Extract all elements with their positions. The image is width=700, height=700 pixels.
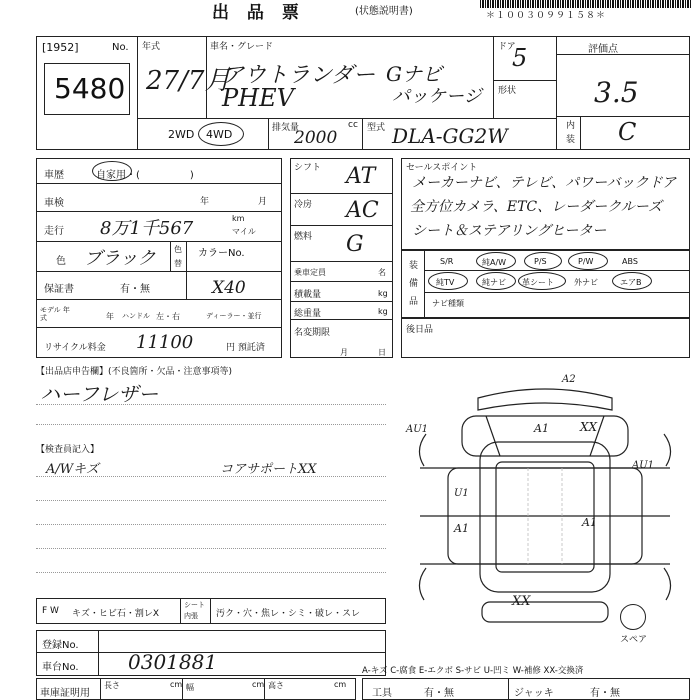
interior-label-1: 内 — [566, 121, 576, 131]
registration-label: 登録No. — [42, 640, 79, 651]
sales-points-label: セールスポイント — [406, 163, 478, 173]
jack-value: 有・無 — [590, 688, 620, 699]
height-unit: cm — [334, 680, 347, 689]
equip-label-2: 備 — [409, 279, 419, 289]
chassis-label: 車台No. — [42, 662, 79, 673]
handle-value: 左・右 — [156, 312, 180, 321]
color-change-1: 色 — [174, 245, 182, 254]
mileage-unit-mile: マイル — [232, 227, 256, 236]
shift-value: AT — [346, 164, 376, 189]
tools-value: 有・無 — [424, 688, 454, 699]
form-title: 出 品 票 — [212, 3, 305, 23]
inspector-label: 【検査員記入】 — [36, 445, 100, 455]
fw-text1: キズ・ヒビ石・割レX — [72, 609, 159, 619]
damage-legend: A-キズ C-腐食 E-エクボ S-サビ U-凹ミ W-補修 XX-交換済 — [362, 666, 584, 676]
lot-code: [1952] — [42, 41, 79, 54]
inspection-month: 月 — [258, 197, 268, 207]
interior-label-2: 装 — [566, 135, 576, 145]
mileage-unit-km: km — [232, 214, 245, 223]
recycle-unit: 円 預託済 — [226, 343, 265, 353]
interior-value: C — [618, 118, 637, 146]
fw-label: F W — [42, 606, 59, 616]
ac-label: 冷房 — [294, 200, 313, 210]
navi-type-label: ナビ種類 — [432, 299, 464, 308]
warranty-label: 保証書 — [44, 284, 74, 295]
fw-text2: 汚ク・穴・焦レ・シミ・破レ・スレ — [216, 609, 361, 619]
mark-xx-bottom: XX — [512, 594, 531, 609]
color-change-2: 替 — [174, 259, 182, 268]
equip-airbag: エアB — [620, 278, 642, 287]
displacement-unit: cc — [348, 120, 358, 130]
later-items-label: 後日品 — [406, 325, 434, 335]
equip-ps: P/S — [534, 257, 547, 266]
dealer-label: ディーラー・並行 — [206, 312, 262, 320]
equip-ext-navi: 外ナビ — [574, 278, 598, 287]
mark-au1-right: AU1 — [632, 460, 655, 471]
equip-abs: ABS — [622, 257, 638, 266]
barcode — [480, 0, 692, 8]
model-sub: PHEV — [222, 84, 294, 112]
lot-number: 5480 — [54, 72, 126, 105]
cert-label: 車庫証明用 — [40, 688, 90, 699]
fuel-label: 燃料 — [294, 232, 313, 242]
mark-a1-top: A1 — [534, 422, 549, 435]
equip-navi: 純ナビ — [482, 278, 506, 287]
rating-label: 評価点 — [588, 44, 618, 55]
sales-line2: 全方位カメラ、ETC、レーダークルーズ — [410, 199, 663, 215]
color-label: 色 — [56, 256, 66, 267]
load-unit: kg — [378, 289, 388, 298]
capacity-unit: 名 — [378, 268, 386, 277]
history-label: 車歴 — [44, 170, 64, 181]
width-label: 幅 — [186, 683, 194, 692]
spare-label: スペア — [620, 635, 648, 645]
capacity-label: 乗車定員 — [294, 268, 326, 277]
displacement-label: 排気量 — [272, 123, 300, 133]
mark-a2: A2 — [562, 374, 576, 385]
equip-label-1: 装 — [409, 261, 419, 271]
equip-aw: 純A/W — [482, 258, 507, 267]
inspector-note2: コアサポートXX — [220, 462, 317, 477]
year-value: 27/7月 — [146, 66, 231, 96]
displacement-value: 2000 — [294, 128, 338, 148]
inspection-label: 車検 — [44, 198, 64, 209]
recycle-value: 11100 — [136, 332, 194, 353]
sales-line1: メーカーナビ、テレビ、パワーバックドア — [412, 175, 677, 191]
recycle-label: リサイクル料金 — [44, 343, 106, 353]
shift-label: シフト — [294, 163, 322, 173]
grade-line2: パッケージ — [392, 86, 482, 107]
load-label: 積載量 — [294, 290, 322, 300]
drive-4wd: 4WD — [206, 128, 233, 141]
jack-label: ジャッキ — [514, 688, 554, 699]
lot-no-label: No. — [112, 42, 129, 53]
gross-label: 総重量 — [294, 309, 322, 319]
year-label: 年式 — [142, 42, 161, 52]
spare-circle — [620, 604, 646, 630]
mileage-value: 8万1千567 — [100, 218, 194, 239]
form-subtitle: (状態説明書) — [355, 6, 413, 17]
fuel-value: G — [346, 232, 364, 257]
transfer-month: 月 — [340, 348, 348, 357]
type-label: 型式 — [367, 123, 386, 133]
equip-leather: 革シート — [522, 278, 554, 287]
color-no-label: カラーNo. — [198, 248, 245, 259]
later-items-box — [401, 318, 690, 358]
door-value: 5 — [512, 44, 528, 72]
inspection-year: 年 — [200, 197, 210, 207]
sheet-label-2: 内張 — [184, 612, 198, 620]
tools-label: 工具 — [372, 688, 392, 699]
mark-xx-top: XX — [580, 420, 598, 434]
color-no-value: X40 — [212, 278, 246, 298]
grade-line1: Gナビ — [386, 62, 442, 86]
equip-pw: P/W — [578, 257, 594, 266]
warranty-value: 有・無 — [120, 284, 150, 295]
sheet-label-1: シート — [184, 601, 205, 609]
mark-a1-mid: A1 — [454, 522, 469, 535]
handle-label: ハンドル — [122, 312, 150, 320]
mark-u1: U1 — [454, 488, 469, 499]
chassis-value: 0301881 — [128, 650, 218, 674]
transfer-label: 名変期限 — [294, 328, 331, 338]
equip-label-3: 品 — [409, 297, 419, 307]
height-label: 高さ — [268, 681, 284, 690]
mark-a1-side: A1 — [582, 516, 597, 529]
door-label: ドア — [498, 42, 516, 52]
model-year-unit: 年 — [106, 312, 114, 321]
model-name: アウトランダー — [222, 63, 376, 88]
inspector-note1: A/Wキズ — [46, 462, 99, 477]
ac-value: AC — [346, 198, 379, 223]
mileage-label: 走行 — [44, 226, 64, 237]
sales-line3: シート＆ステアリングヒーター — [412, 223, 607, 239]
model-label: 車名・グレード — [210, 42, 274, 52]
gross-unit: kg — [378, 307, 388, 316]
width-unit: cm — [252, 680, 265, 689]
length-unit: cm — [170, 680, 183, 689]
car-diagram — [400, 370, 690, 630]
length-label: 長さ — [104, 681, 120, 690]
color-value: ブラック — [84, 248, 156, 269]
equip-sr: S/R — [440, 257, 454, 266]
type-value: DLA-GG2W — [392, 124, 508, 148]
drive-2wd: 2WD — [168, 128, 195, 141]
equip-tv: 純TV — [436, 278, 455, 287]
history-value: 自家用・( ) — [96, 170, 194, 181]
shape-label: 形状 — [498, 86, 517, 96]
rating-score: 3.5 — [594, 76, 639, 109]
barcode-number: ＊１００３０９９１５８＊ — [486, 11, 607, 21]
seller-notes-value: ハーフレザー — [40, 382, 159, 406]
model-year-label: モデル 年式 — [40, 306, 70, 322]
seller-notes-label: 【出品店申告欄】(不良箇所・欠品・注意事項等) — [36, 367, 233, 377]
mark-au1-left: AU1 — [406, 424, 429, 435]
transfer-day: 日 — [378, 348, 386, 357]
